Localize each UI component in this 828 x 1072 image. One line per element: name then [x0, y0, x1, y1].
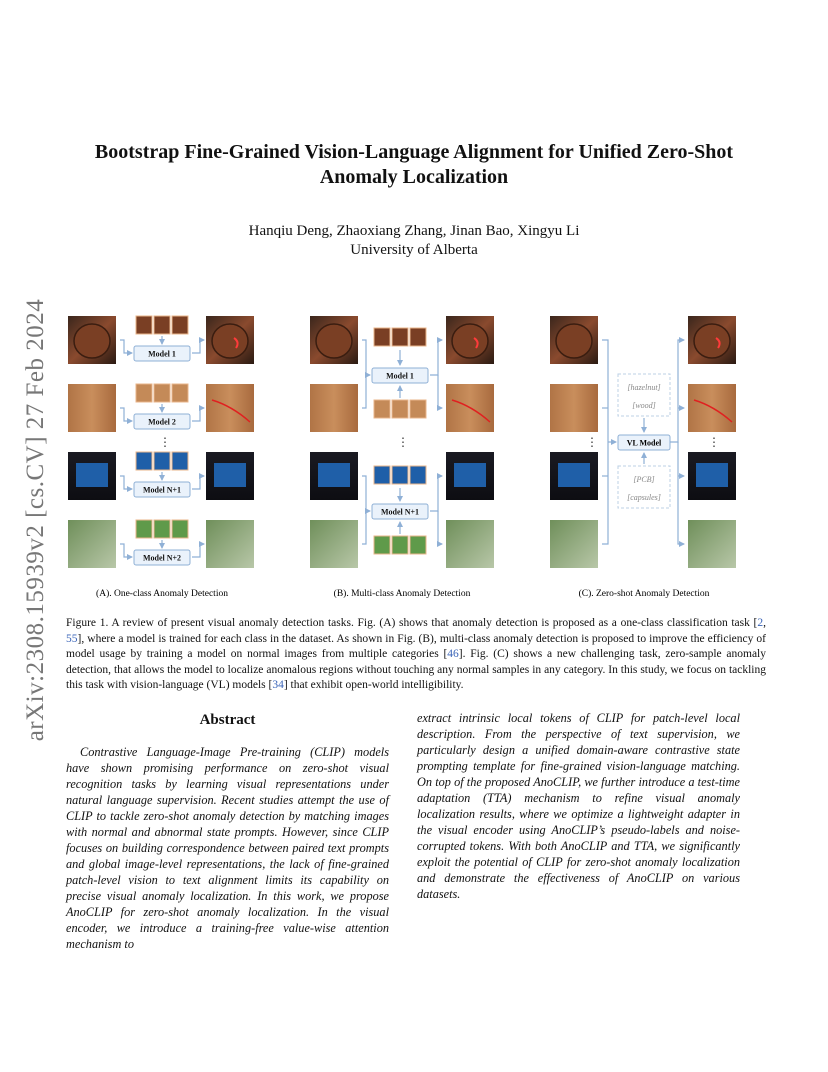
output-capsules-c [688, 520, 736, 568]
prompt-capsules: [capsules] [627, 493, 661, 502]
pcb-board [76, 463, 108, 487]
hazelnut-shape [316, 324, 352, 358]
pcb-board [214, 463, 246, 487]
label-a: (A). One-class Anomaly Detection [96, 589, 228, 599]
output-capsules-a [206, 520, 254, 568]
pcb-board [696, 463, 728, 487]
model-a4-label: Model N+2 [142, 553, 182, 563]
ellipsis-c-right: ⋮ [708, 435, 720, 449]
model-a1-label: Model 1 [148, 349, 176, 359]
input-wood-b [310, 384, 358, 432]
vl-model-label: VL Model [626, 438, 662, 448]
input-wood-a [68, 384, 116, 432]
citation-link[interactable]: 34 [272, 679, 284, 691]
ellipsis-a: ⋮ [159, 435, 171, 449]
input-wood-c [550, 384, 598, 432]
model-b1-label: Model 1 [386, 371, 414, 381]
figure-caption: Figure 1. A review of present visual anomaly detection tasks. Fig. (A) shows that anomaly detection is proposed as a one-class classification task [2, 55], where a model is trained for each class in the dataset. As shown in Fig. (B), multi-class anomaly detection is proposed to improve the efficiency of model usage by training a model on normal images from multiple categories [46]. Fig. (C) shows a new challenging task, zero-sample anomaly detection, that allows the model to localize anomalous regions without touching any normal samples in any category. In this study, we focus on tackling this task with vision-language (VL) models [34] that exhibit open-world intelligibility. [66, 617, 767, 691]
pcb-board [318, 463, 350, 487]
model-a3-label: Model N+1 [142, 485, 182, 495]
prompt-hazelnut: [hazelnut] [627, 383, 661, 392]
citation-link[interactable]: 2 [757, 617, 764, 629]
arxiv-sidebar [16, 280, 56, 760]
citation-link[interactable]: 55 [66, 632, 78, 645]
input-capsules-b [310, 520, 358, 568]
pcb-board [558, 463, 590, 487]
input-capsules-a [68, 520, 116, 568]
title-line-1: Bootstrap Fine-Grained Vision-Language Alignment for Unified Zero-Shot [94, 141, 734, 163]
figure-1 [66, 308, 766, 603]
panel-a [68, 316, 254, 599]
prompt-wood: [wood] [632, 401, 656, 410]
input-capsules-c [550, 520, 598, 568]
affiliation: University of Alberta [350, 242, 478, 258]
paper-title [60, 140, 768, 190]
panel-b [310, 316, 494, 599]
ellipsis-c-left: ⋮ [586, 435, 598, 449]
abstract-heading: Abstract [199, 712, 256, 728]
label-c: (C). Zero-shot Anomaly Detection [578, 589, 710, 599]
citation-link[interactable]: 46 [447, 648, 459, 660]
ellipsis-b: ⋮ [397, 435, 409, 449]
abstract-right-column: extract intrinsic local tokens of CLIP for patch-level local description. From the perspective of text supervision, we particularly design a unified domain-aware contrastive state prompting template for fine-grained vision-language matching. On top of the proposed AnoCLIP, we further introduce a test-time adaptation (TTA) mechanism to refine visual anomaly localization results, where we optimize a lightweight adapter in the visual encoder using AnoCLIP’s pseudo-labels and noise-corrupted tokens. With both AnoCLIP and TTA, we significantly exploit the potential of CLIP for zero-shot anomaly localization and demonstrate the effectiveness of AnoCLIP on various datasets. [417, 711, 740, 901]
author-names: Hanqiu Deng, Zhaoxiang Zhang, Jinan Bao, Xingyu Li [248, 223, 580, 239]
model-a2-label: Model 2 [148, 417, 176, 427]
panel-c [550, 316, 736, 599]
author-block [60, 222, 768, 260]
abstract-left-column: Contrastive Language-Image Pre-training (CLIP) models have shown promising performance on zero-shot visual recognition tasks by learning visual representations under natural language supervision. Recent studies attempt the use of CLIP to tackle zero-shot anomaly detection by matching images with normal and abnormal state prompts. However, since CLIP focuses on building correspondence between paired text prompts and global image-level representations, the lack of fine-grained patch-level vision to text alignment limits its capability on precise visual anomaly localization. In this work, we propose AnoCLIP for zero-shot anomaly localization. In the visual encoder, we introduce a training-free value-wise attention mechanism to [66, 745, 389, 951]
output-hazelnut-shape [452, 324, 488, 358]
label-b: (B). Multi-class Anomaly Detection [333, 589, 471, 599]
output-hazelnut-shape [694, 324, 730, 358]
hazelnut-shape [74, 324, 110, 358]
output-capsules-b [446, 520, 494, 568]
hazelnut-shape [556, 324, 592, 358]
arxiv-identifier: arXiv:2308.15939v2 [cs.CV] 27 Feb 2024 [22, 298, 49, 742]
pcb-board [454, 463, 486, 487]
output-hazelnut-shape [212, 324, 248, 358]
title-line-2: Anomaly Localization [319, 166, 509, 188]
prompt-pcb: [PCB] [633, 475, 655, 484]
model-b2-label: Model N+1 [380, 507, 420, 517]
